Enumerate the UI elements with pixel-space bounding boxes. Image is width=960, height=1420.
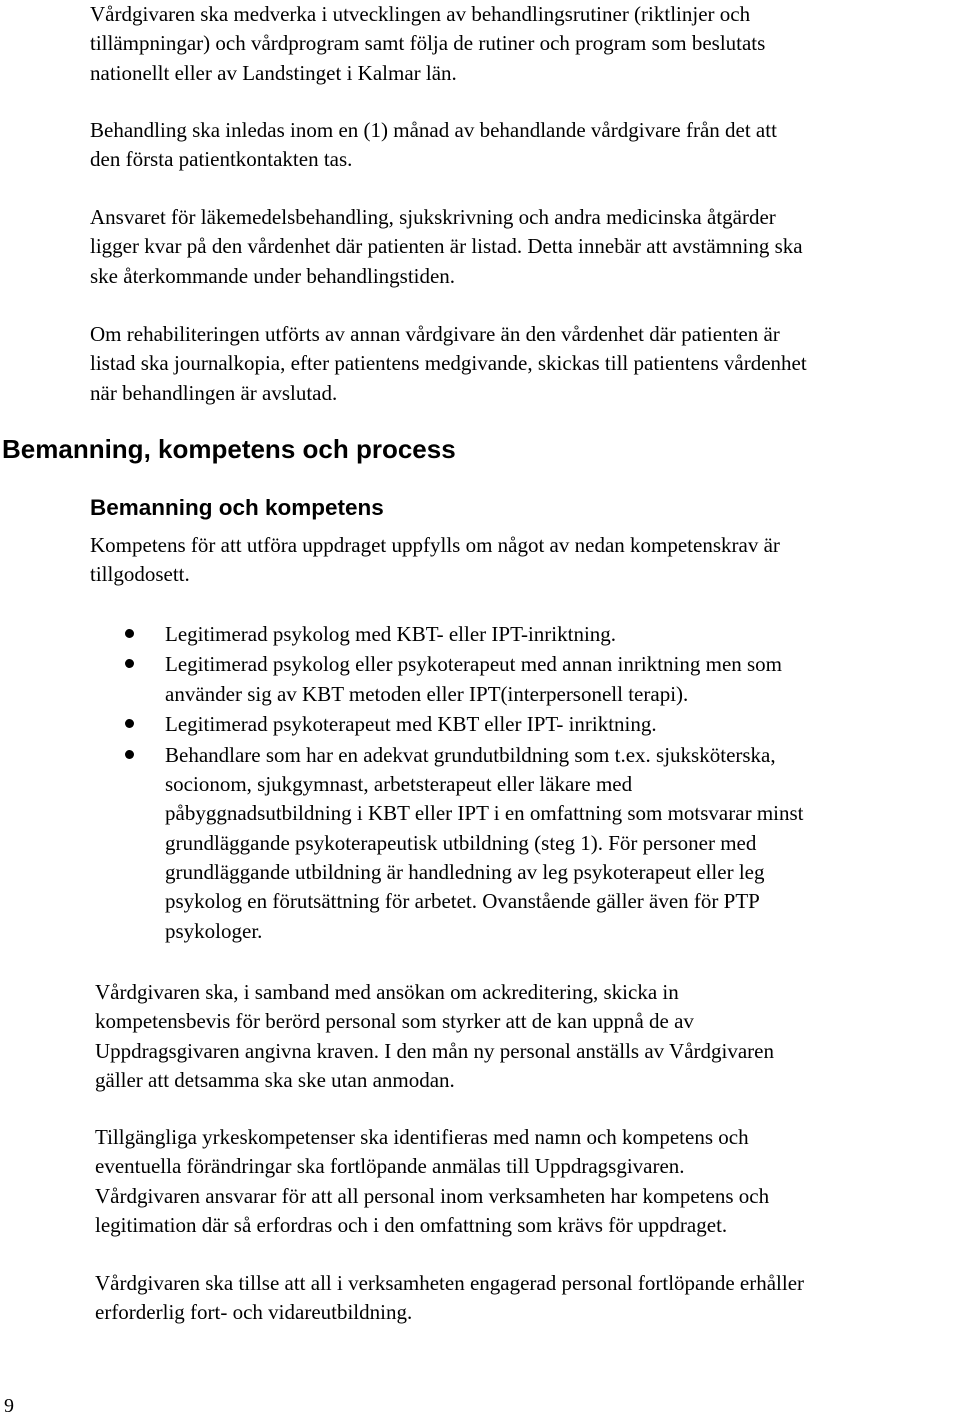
section-heading: Bemanning, kompetens och process: [2, 434, 456, 464]
text-line: Kompetens för att utföra uppdraget uppfylls om något av nedan kompetenskrav är: [90, 533, 780, 557]
paragraph-continuing-education: [95, 1269, 804, 1328]
bullet-icon: [125, 659, 134, 668]
text-line: Uppdragsgivaren angivna kraven. I den mån ny personal anställs av Vårdgivaren: [95, 1038, 774, 1063]
paragraph-treatment-start: [90, 116, 777, 175]
text-line: socionom, sjukgymnast, arbetsterapeut eller läkare med: [165, 772, 633, 797]
text-line: grundläggande psykoterapeutisk utbildning (steg 1). För personer med: [165, 830, 757, 855]
list-item: [0, 620, 804, 649]
text-line: ske återkommande under behandlingstiden.: [90, 263, 456, 288]
list-item: [0, 741, 804, 946]
text-line: Om rehabiliteringen utförts av annan vårdgivare än den vårdenhet där patienten är: [90, 322, 780, 346]
text-line: Vårdgivaren ska tillse att all i verksamheten engagerad personal fortlöpande erhåller: [95, 1271, 805, 1295]
text-line: grundläggande utbildning är handledning av leg psykoterapeut eller leg: [165, 859, 765, 884]
bullet-icon: [125, 719, 134, 728]
text-line: nationellt eller av Landstinget i Kalmar län.: [90, 60, 457, 85]
text-line: psykolog en förutsättning för arbetet. Ovanstående gäller även för PTP: [165, 889, 760, 914]
text-line: tillämpningar) och vårdprogram samt följa de rutiner och program som beslutats: [90, 31, 766, 56]
paragraph-competence-proof: [95, 978, 774, 1095]
paragraph-competence-intro: [90, 531, 780, 590]
text-line: ligger kvar på den vårdenhet där patienten är listad. Detta innebär att avstämning ska: [90, 234, 803, 259]
text-line: listad ska journalkopia, efter patientens medgivande, skickas till patientens vårdenhet: [90, 351, 807, 376]
text-line: Behandling ska inledas inom en (1) månad av behandlande vårdgivare från det att: [90, 118, 777, 142]
text-line: psykologer.: [165, 918, 263, 943]
paragraph-professional-competencies: [95, 1123, 769, 1240]
text-line: erforderlig fort- och vidareutbildning.: [95, 1300, 413, 1325]
list-item: [0, 650, 804, 709]
bullet-icon: [125, 750, 134, 759]
text-line: Legitimerad psykolog eller psykoterapeut med annan inriktning men som: [165, 652, 783, 677]
bullet-icon: [125, 629, 134, 638]
text-line: Ansvaret för läkemedelsbehandling, sjukskrivning och andra medicinska åtgärder: [90, 205, 776, 229]
text-line: Vårdgivaren ska medverka i utvecklingen av behandlingsrutiner (riktlinjer och: [90, 2, 751, 26]
text-line: tillgodosett.: [90, 562, 190, 587]
text-line: kompetensbevis för berörd personal som styrker att de kan uppnå de av: [95, 1009, 694, 1034]
text-line: Tillgängliga yrkeskompetenser ska identifieras med namn och kompetens och: [95, 1125, 749, 1149]
text-line: använder sig av KBT metoden eller IPT(interpersonell terapi).: [165, 681, 689, 706]
text-line: Legitimerad psykolog med KBT- eller IPT-inriktning.: [165, 622, 617, 646]
text-line: Vårdgivaren ansvarar för att all personal inom verksamheten har kompetens och: [95, 1183, 770, 1208]
text-line: Vårdgivaren ska, i samband med ansökan om ackreditering, skicka in: [95, 980, 679, 1004]
paragraph-medication-responsibility: [90, 203, 803, 291]
text-line: legitimation där så erfordras och i den omfattning som krävs för uppdraget.: [95, 1212, 728, 1237]
text-line: Behandlare som har en adekvat grundutbildning som t.ex. sjuksköterska,: [165, 742, 776, 767]
text-line: den första patientkontakten tas.: [90, 147, 353, 172]
text-line: påbyggnadsutbildning i KBT eller IPT i en omfattning som motsvarar minst: [165, 801, 804, 826]
text-line: gäller att detsamma ska ske utan anmodan.: [95, 1067, 455, 1092]
competence-requirements-list: [0, 620, 804, 947]
page-number: 9: [4, 1395, 14, 1417]
subsection-heading: Bemanning och kompetens: [90, 495, 384, 520]
text-line: när behandlingen är avslutad.: [90, 380, 338, 405]
paragraph-journal-copy: [90, 320, 807, 408]
text-line: eventuella förändringar ska fortlöpande anmälas till Uppdragsgivaren.: [95, 1154, 685, 1179]
list-item: [0, 710, 804, 739]
text-line: Legitimerad psykoterapeut med KBT eller IPT- inriktning.: [165, 712, 657, 737]
paragraph-treatment-routines: [90, 0, 765, 88]
